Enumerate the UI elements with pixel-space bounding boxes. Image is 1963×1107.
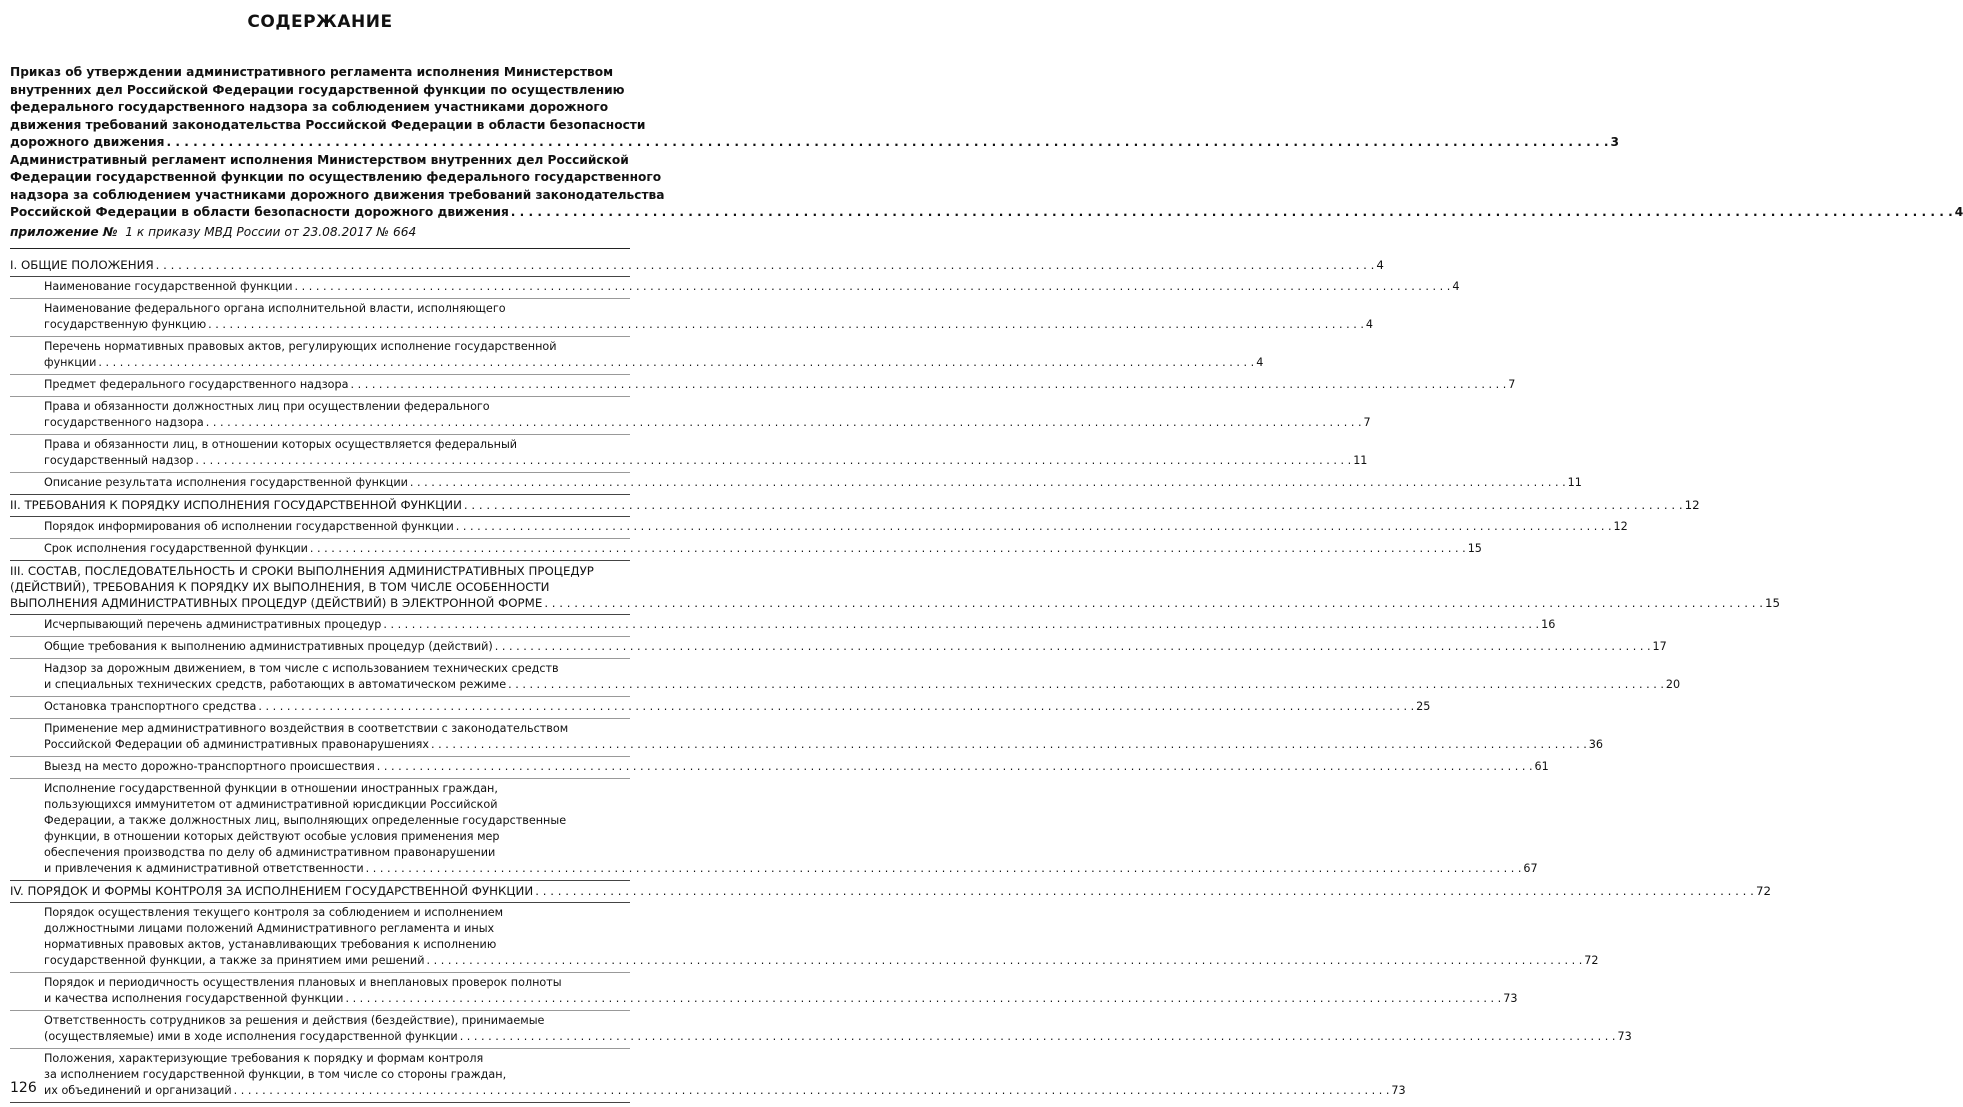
section-title-line: ВЫПОЛНЕНИЯ АДМИНИСТРАТИВНЫХ ПРОЦЕДУР (ДЕЙСТВИЙ) В ЭЛЕКТРОННОЙ ФОРМЕ: [10, 595, 543, 610]
entry-text-line: Наименование государственной функции: [44, 279, 293, 293]
page-ref: 7: [1363, 415, 1371, 429]
page-ref: 4: [1452, 279, 1460, 293]
entry-text-line: государственную функцию: [44, 317, 207, 331]
entry-text-line: и привлечения к административной ответственности: [44, 861, 364, 875]
entry-last-line: [10, 134, 1620, 152]
page-ref: 7: [1508, 377, 1516, 391]
entry-text-line: Российской Федерации об административных правонарушениях: [44, 737, 429, 751]
entry-last-line: [44, 453, 1368, 469]
page-ref: 17: [1652, 639, 1667, 653]
entry-text-line: и качества исполнения государственной функции: [44, 991, 344, 1005]
entry-last-line: [44, 317, 1374, 333]
entry-last-line: [44, 617, 1556, 633]
dot-leader: [410, 475, 1566, 491]
toc-section: [10, 561, 1781, 615]
toc-subentry: [10, 435, 1368, 473]
appendix-text: 1 к приказу МВД России от 23.08.2017 № 664: [125, 224, 417, 239]
toc-subentry: [10, 779, 1538, 881]
entry-last-line: [44, 475, 1582, 491]
toc-subentry: [10, 1049, 1406, 1103]
toc-subentry: [10, 659, 1681, 697]
toc-subentry: [10, 539, 1482, 561]
entry-text-line: обеспечения производства по делу об административном правонарушении: [44, 845, 496, 859]
entry-text-line: федерального государственного надзора за соблюдением участниками дорожного: [10, 100, 609, 114]
dot-leader: [544, 595, 1763, 611]
entry-text-line: Порядок осуществления текущего контроля за соблюдением и исполнением: [44, 905, 504, 919]
dot-leader: [508, 677, 1664, 693]
dot-leader: [426, 953, 1582, 969]
toc-subentry: [10, 697, 1431, 719]
front-entries: [10, 64, 1963, 222]
dot-leader: [156, 257, 1375, 273]
entry-text-line: пользующихся иммунитетом от административной юрисдикции Российской: [44, 797, 498, 811]
entry-text-line: функции: [44, 355, 97, 369]
page-ref: 16: [1541, 617, 1556, 631]
toc-subentry: [10, 637, 1667, 659]
entry-last-line: [44, 279, 1460, 295]
entry-last-line: [44, 953, 1599, 969]
entry-last-line: [44, 737, 1604, 753]
dot-leader: [195, 453, 1351, 469]
entry-last-line: [44, 861, 1538, 877]
entry-last-line: [44, 1083, 1406, 1099]
entry-last-line: [44, 677, 1681, 693]
entry-text-line: дорожного движения: [10, 135, 165, 149]
toc-entry-main: [10, 152, 1963, 222]
entry-text-line: Перечень нормативных правовых актов, регулирующих исполнение государственной: [44, 339, 557, 353]
toc-subentry: [10, 615, 1556, 637]
entry-text-line: Права и обязанности должностных лиц при осуществлении федерального: [44, 399, 490, 413]
entry-text-line: Применение мер административного воздействия в соответствии с законодательством: [44, 721, 569, 735]
entry-text-line: и специальных технических средств, работающих в автоматическом режиме: [44, 677, 507, 691]
dot-leader: [350, 377, 1506, 393]
section-title-line: (ДЕЙСТВИЙ), ТРЕБОВАНИЯ К ПОРЯДКУ ИХ ВЫПОЛНЕНИЯ, В ТОМ ЧИСЛЕ ОСОБЕННОСТИ: [10, 579, 550, 594]
section-title-line: I. ОБЩИЕ ПОЛОЖЕНИЯ: [10, 257, 154, 272]
entry-text-line: функции, в отношении которых действуют особые условия применения мер: [44, 829, 500, 843]
page-ref: 25: [1416, 699, 1431, 713]
page-ref: 73: [1391, 1083, 1406, 1097]
entry-text-line: Срок исполнения государственной функции: [44, 541, 308, 555]
entry-text-line: Российской Федерации в области безопасности дорожного движения: [10, 205, 509, 219]
page-ref: 15: [1467, 541, 1482, 555]
dot-leader: [345, 991, 1501, 1007]
entry-text-line: Описание результата исполнения государственной функции: [44, 475, 408, 489]
dot-leader: [511, 204, 1953, 222]
entry-text-line: Положения, характеризующие требования к порядку и формам контроля: [44, 1051, 484, 1065]
toc-subentry: [10, 973, 1518, 1011]
toc-entry-main: [10, 64, 1620, 152]
entry-text-line: Выезд на место дорожно-транспортного происшествия: [44, 759, 375, 773]
page-ref: 12: [1684, 497, 1700, 512]
page-ref: 11: [1353, 453, 1368, 467]
page-ref: 4: [1954, 205, 1963, 219]
entry-text-line: Общие требования к выполнению административных процедур (действий): [44, 639, 493, 653]
dot-leader: [206, 415, 1362, 431]
entry-text-line: нормативных правовых актов, устанавливающих требования к исполнению: [44, 937, 497, 951]
toc-subentry: [10, 337, 1264, 375]
entry-text-line: Порядок информирования об исполнении государственной функции: [44, 519, 454, 533]
toc-sections: [10, 255, 1781, 1103]
entry-text-line: государственного надзора: [44, 415, 204, 429]
entry-text-line: Порядок и периодичность осуществления плановых и внеплановых проверок полноты: [44, 975, 562, 989]
toc-subentry: [10, 473, 1582, 495]
entry-text-line: Остановка транспортного средства: [44, 699, 257, 713]
dot-leader: [377, 759, 1533, 775]
dot-leader: [464, 497, 1683, 513]
toc-subentry: [10, 375, 1516, 397]
toc-subentry: [10, 719, 1604, 757]
section-title-line: II. ТРЕБОВАНИЯ К ПОРЯДКУ ИСПОЛНЕНИЯ ГОСУДАРСТВЕННОЙ ФУНКЦИИ: [10, 497, 462, 512]
page-ref: 67: [1523, 861, 1538, 875]
dot-leader: [495, 639, 1651, 655]
entry-text-line: внутренних дел Российской Федерации государственной функции по осуществлению: [10, 82, 625, 97]
dot-leader: [456, 519, 1612, 535]
page-ref: 73: [1617, 1029, 1632, 1043]
entry-text-line: государственной функции, а также за принятием ими решений: [44, 953, 425, 967]
appendix-label: приложение №: [10, 224, 118, 239]
page-ref: 72: [1755, 883, 1771, 898]
entry-last-line: [44, 355, 1264, 371]
entry-text-line: Предмет федерального государственного надзора: [44, 377, 349, 391]
entry-text-line: Наименование федерального органа исполнительной власти, исполняющего: [44, 301, 506, 315]
page-title: СОДЕРЖАНИЕ: [247, 12, 393, 32]
page-ref: 61: [1534, 759, 1549, 773]
entry-last-line: [10, 204, 1963, 222]
section-last-line: [10, 497, 1700, 513]
section-title-line: IV. ПОРЯДОК И ФОРМЫ КОНТРОЛЯ ЗА ИСПОЛНЕНИЕМ ГОСУДАРСТВЕННОЙ ФУНКЦИИ: [10, 883, 534, 898]
page-ref: 12: [1613, 519, 1628, 533]
entry-text-line: движения требований законодательства Российской Федерации в области безопасности: [10, 117, 646, 132]
entry-text-line: их объединений и организаций: [44, 1083, 232, 1097]
toc-page: [10, 0, 1963, 1103]
entry-last-line: [44, 759, 1549, 775]
entry-text-line: Приказ об утверждении административного регламента исполнения Министерством: [10, 65, 614, 79]
page-ref: 73: [1503, 991, 1518, 1005]
toc-subentry: [10, 903, 1599, 973]
entry-text-line: за исполнением государственной функции, в том числе со стороны граждан,: [44, 1067, 507, 1081]
dot-leader: [535, 883, 1754, 899]
appendix-line: [10, 223, 630, 249]
entry-last-line: [44, 541, 1482, 557]
section-last-line: [10, 883, 1771, 899]
dot-leader: [460, 1029, 1616, 1045]
entry-last-line: [44, 377, 1516, 393]
page-ref: 4: [1256, 355, 1264, 369]
toc-subentry: [10, 299, 1374, 337]
entry-last-line: [44, 519, 1628, 535]
entry-text-line: Исчерпывающий перечень административных процедур: [44, 617, 382, 631]
toc-section: [10, 255, 1384, 277]
toc-subentry: [10, 757, 1549, 779]
page-ref: 20: [1665, 677, 1681, 691]
toc-subentry: [10, 1011, 1632, 1049]
page-ref: 72: [1584, 953, 1599, 967]
section-last-line: [10, 595, 1781, 611]
dot-leader: [258, 699, 1414, 715]
page-ref: 3: [1610, 135, 1620, 149]
entry-text-line: Исполнение государственной функции в отношении иностранных граждан,: [44, 781, 498, 795]
entry-text-line: государственный надзор: [44, 453, 194, 467]
dot-leader: [366, 861, 1522, 877]
entry-text-line: Административный регламент исполнения Министерством внутренних дел Российской: [10, 152, 629, 167]
page-number: 126: [10, 1080, 37, 1096]
dot-leader: [208, 317, 1364, 333]
dot-leader: [310, 541, 1466, 557]
dot-leader: [295, 279, 1451, 295]
page-ref: 4: [1365, 317, 1374, 331]
page-ref: 4: [1376, 257, 1384, 272]
page-ref: 11: [1567, 475, 1582, 489]
entry-text-line: Федерации государственной функции по осуществлению федерального государственного: [10, 170, 662, 184]
entry-text-line: (осуществляемые) ими в ходе исполнения государственной функции: [44, 1029, 458, 1043]
section-last-line: [10, 257, 1384, 273]
toc-subentry: [10, 517, 1628, 539]
entry-text-line: Права и обязанности лиц, в отношении которых осуществляется федеральный: [44, 437, 518, 451]
entry-text-line: надзора за соблюдением участниками дорожного движения требований законодательства: [10, 187, 665, 202]
toc-section: [10, 881, 1771, 903]
entry-text-line: Федерации, а также должностных лиц, выполняющих определенные государственные: [44, 813, 567, 827]
dot-leader: [234, 1083, 1390, 1099]
toc-section: [10, 495, 1700, 517]
page-ref: 36: [1588, 737, 1604, 751]
dot-leader: [167, 134, 1609, 152]
entry-last-line: [44, 415, 1371, 431]
entry-text-line: Ответственность сотрудников за решения и действия (бездействие), принимаемые: [44, 1013, 545, 1027]
entry-last-line: [44, 699, 1431, 715]
entry-last-line: [44, 639, 1667, 655]
dot-leader: [383, 617, 1539, 633]
section-title-line: III. СОСТАВ, ПОСЛЕДОВАТЕЛЬНОСТЬ И СРОКИ ВЫПОЛНЕНИЯ АДМИНИСТРАТИВНЫХ ПРОЦЕДУР: [10, 563, 594, 578]
entry-last-line: [44, 991, 1518, 1007]
toc-subentry: [10, 397, 1371, 435]
entry-last-line: [44, 1029, 1632, 1045]
dot-leader: [98, 355, 1254, 371]
entry-text-line: Надзор за дорожным движением, в том числе с использованием технических средств: [44, 661, 559, 675]
toc-subentry: [10, 277, 1460, 299]
dot-leader: [431, 737, 1587, 753]
page-ref: 15: [1765, 595, 1781, 610]
entry-text-line: должностными лицами положений Административного регламента и иных: [44, 921, 495, 935]
